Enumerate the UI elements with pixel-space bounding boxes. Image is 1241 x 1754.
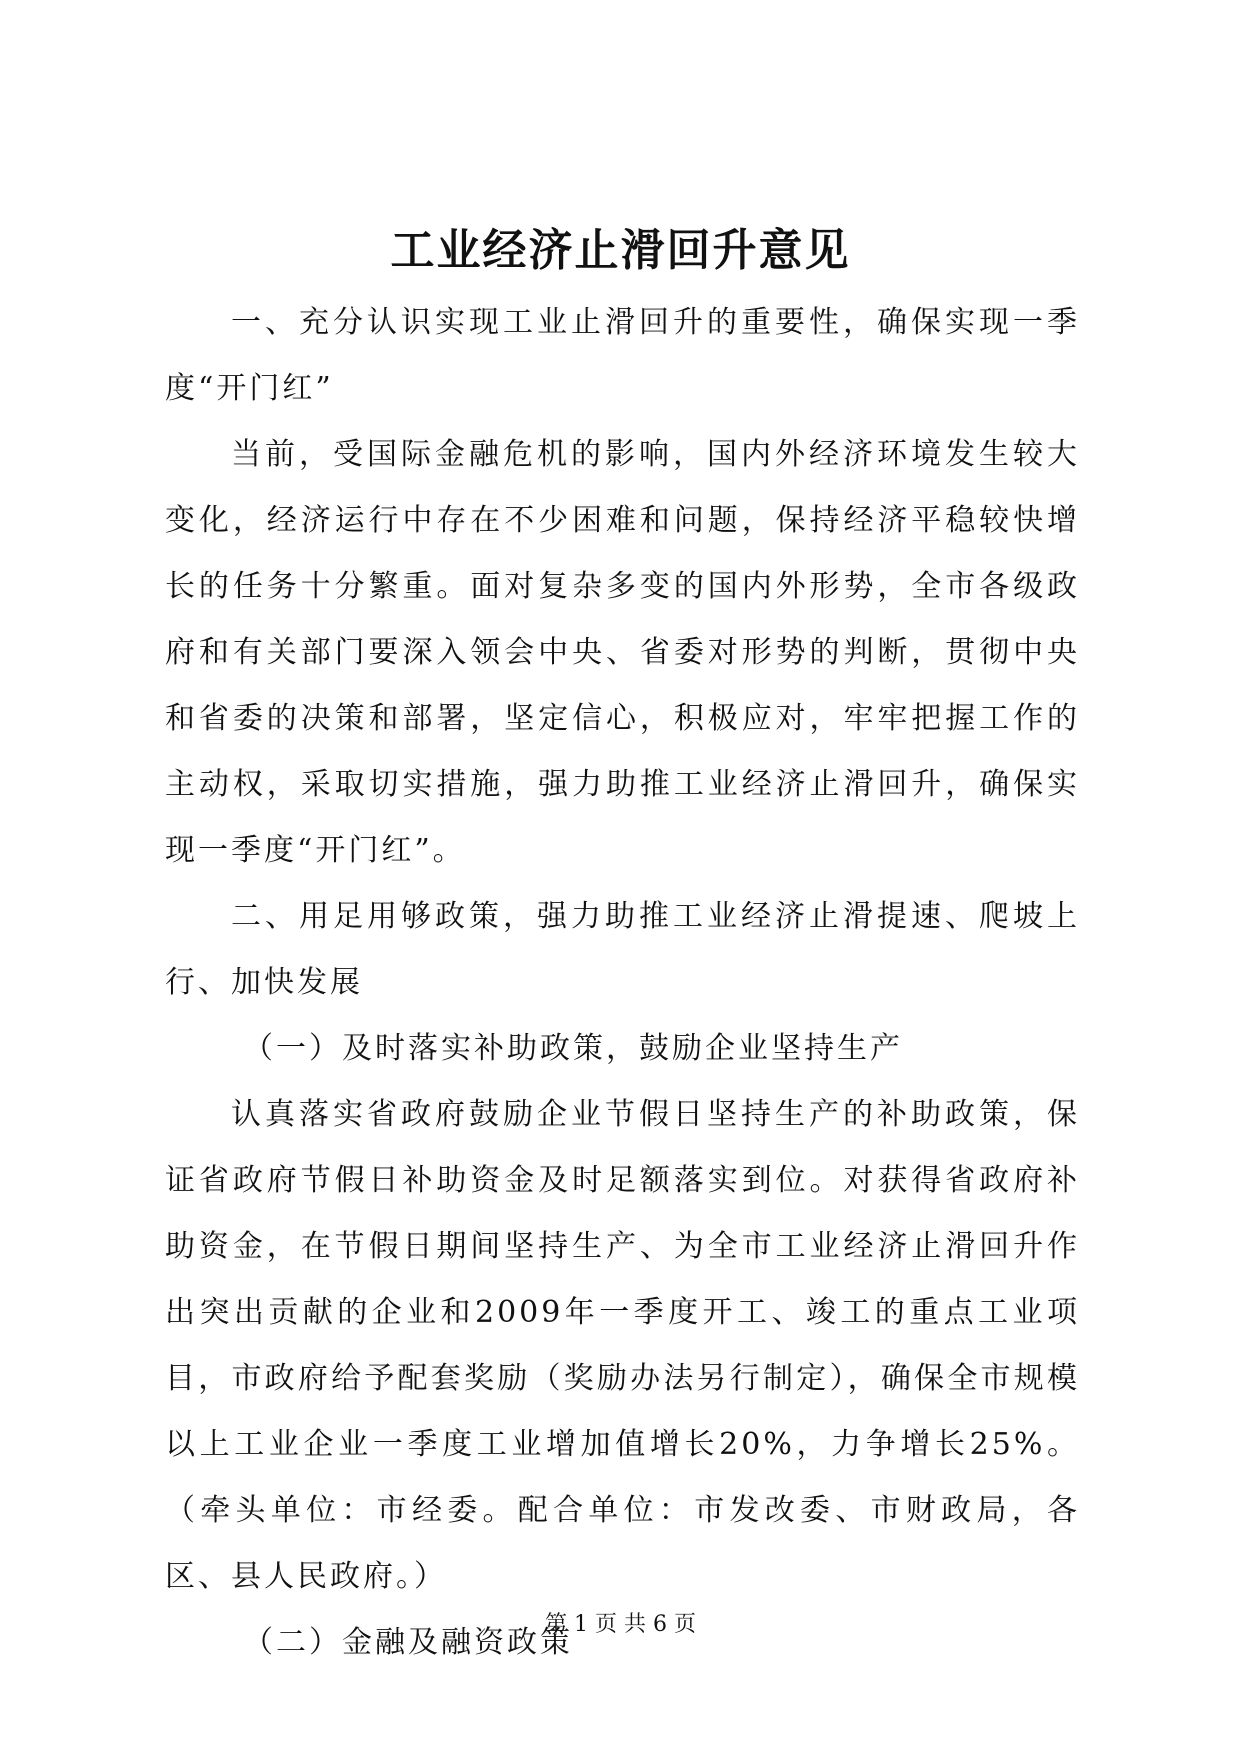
section-heading-1: 一、充分认识实现工业止滑回升的重要性，确保实现一季度“开门红” (165, 305, 1080, 406)
subsection-heading-2: （二）金融及融资政策 (243, 1625, 573, 1660)
page-footer: 第 1 页 共 6 页 (545, 1612, 696, 1637)
document-title: 工业经济止滑回升意见 (390, 225, 851, 276)
section-heading-2: 二、用足用够政策，强力助推工业经济止滑提速、爬坡上行、加快发展 (165, 899, 1080, 1000)
document-body (165, 290, 1080, 1676)
subsection-heading-1: （一）及时落实补助政策，鼓励企业坚持生产 (243, 1031, 903, 1066)
body-paragraph-2: 认真落实省政府鼓励企业节假日坚持生产的补助政策，保证省政府节假日补助资金及时足额落实到位。对获得省政府补助资金，在节假日期间坚持生产、为全市工业经济止滑回升作出突出贡献的企业和2009年一季度开工、竣工的重点工业项目，市政府给予配套奖励（奖励办法另行制定），确保全市规模以上工业企业一季度工业增加值增长20%，力争增长25%。（牵头单位：市经委。配合单位：市发改委、市财政局，各区、县人民政府。） (165, 1097, 1080, 1594)
body-paragraph-1: 当前，受国际金融危机的影响，国内外经济环境发生较大变化，经济运行中存在不少困难和问题，保持经济平稳较快增长的任务十分繁重。面对复杂多变的国内外形势，全市各级政府和有关部门要深入领会中央、省委对形势的判断，贯彻中央和省委的决策和部署，坚定信心，积极应对，牢牢把握工作的主动权，采取切实措施，强力助推工业经济止滑回升，确保实现一季度“开门红”。 (165, 437, 1080, 868)
